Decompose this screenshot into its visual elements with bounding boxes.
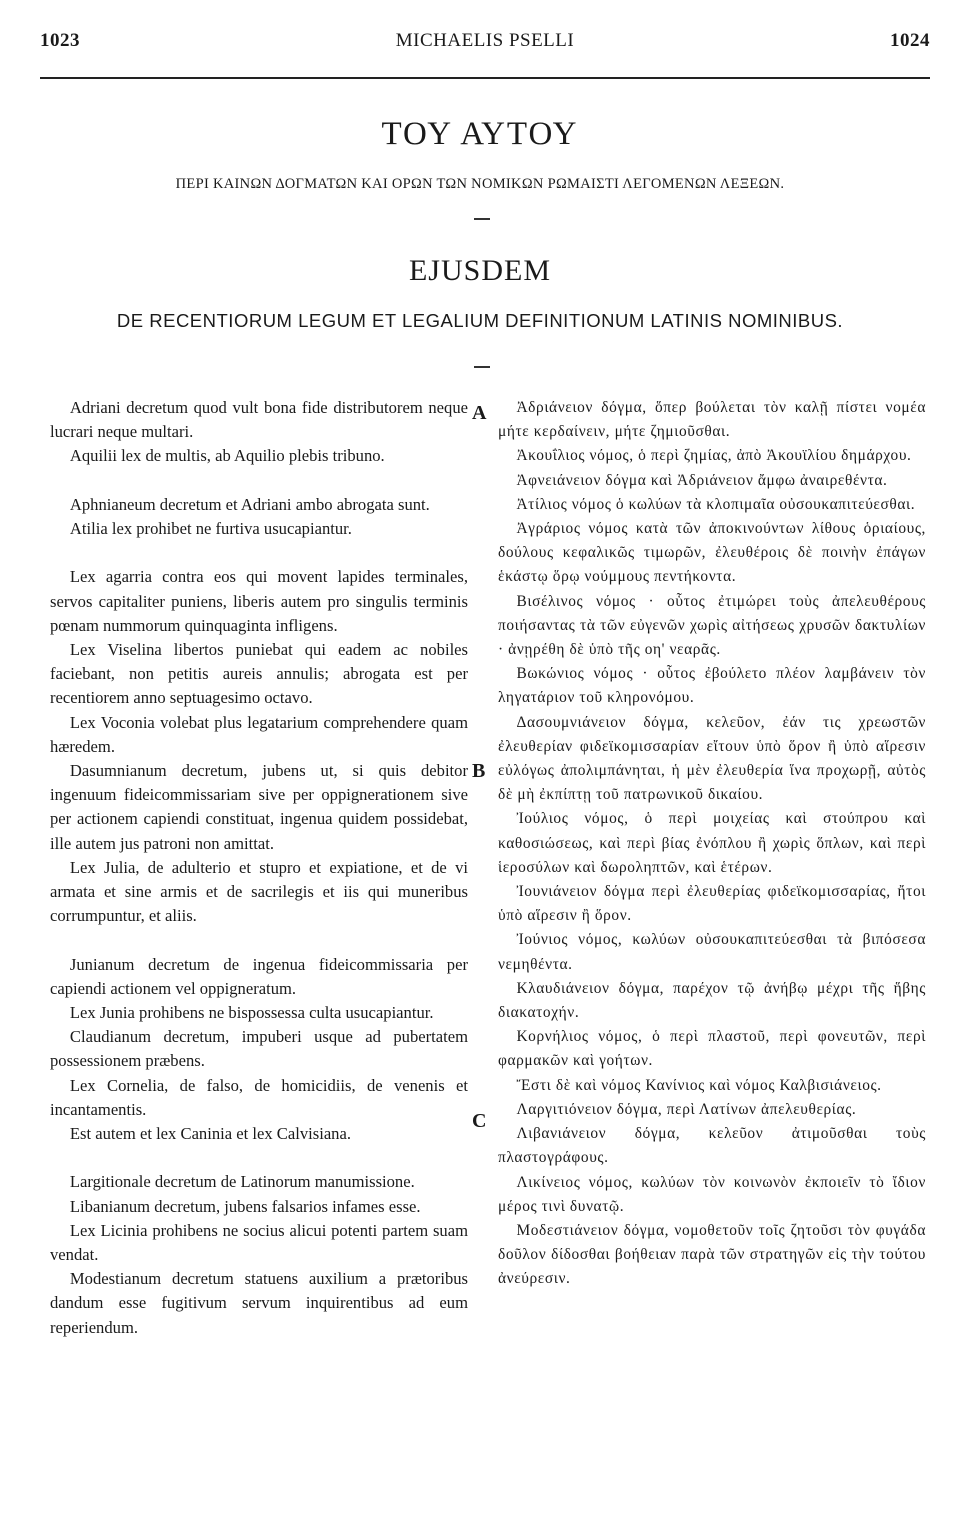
spacer <box>50 541 468 565</box>
greek-entry: Κλαυδιάνειον δόγμα, παρέχον τῷ ἀνήβῳ μέχρι τῆς ἥβης διακατοχήν. <box>498 979 926 1022</box>
greek-entry: Βισέλινος νόμος · οὗτος ἐτιμώρει τοὺς ἀπελευθέρους ποιήσαντας τὰ τῶν εὐγενῶν χωρὶς αἰτήσεως χρυσῶν δακτυλίων · ἀνῃρέθη δὲ ὑπὸ τῆς οη' νεαρᾶς. <box>498 592 926 659</box>
greek-entry: Ἀκουΐλιος νόμος, ὁ περὶ ζημίας, ἀπὸ Ἀκουϊλίου δημάρχου. <box>516 447 912 465</box>
greek-entry: Λικίνειος νόμος, κωλύων τὸν κοινωνὸν ἐκποιεῖν τὸ ἴδιον μέρος τινὶ δυνατῷ. <box>498 1173 926 1215</box>
margin-marker-c: C <box>472 1110 487 1132</box>
latin-entry: Aquilii lex de multis, ab Aquilio plebis tribuno. <box>69 446 385 466</box>
latin-entry: Lex agarria contra eos qui movent lapides terminales, servos capitaliter puniens, liberis autem pro singulis terminis pœnam nummorum quinquaginta infligens. <box>50 567 468 635</box>
latin-entry: Aphnianeum decretum et Adriani ambo abrogata sunt. <box>69 494 430 514</box>
spacer <box>50 1146 468 1170</box>
latin-entry: Est autem et lex Caninia et lex Calvisiana. <box>69 1124 351 1144</box>
latin-entry: Junianum decretum de ingenua fideicommissaria per capiendi actionem vel oppigneratum. <box>50 954 468 998</box>
greek-subtitle: ΠΕΡΙ ΚΑΙΝΩΝ ΔΟΓΜΑΤΩΝ ΚΑΙ ΟΡΩΝ ΤΩΝ ΝΟΜΙΚΩΝ ΡΩΜΑΙΣΤΙ ΛΕΓΟΜΕΝΩΝ ΛΕΞΕΩΝ. <box>175 176 785 192</box>
section-dash <box>474 366 490 368</box>
latin-entry: Lex Julia, de adulterio et stupro et expiatione, et de vi armata et sine armis et de sacrilegis et iis qui muneribus corrumpuntur, et aliis. <box>50 857 468 926</box>
greek-entry: Ἰουνιάνειον δόγμα περὶ ἐλευθερίας φιδεϊκομισσαρίας, ἤτοι ὑπὸ αἵρεσιν ἢ ὅρον. <box>498 883 926 925</box>
latin-title: EJUSDEM <box>408 254 551 287</box>
greek-entry: Ἰούλιος νόμος, ὁ περὶ μοιχείας καὶ στούπρου καὶ καθοσιώσεως, καὶ περὶ βίας ἐνόπλου ἢ χωρὶς ὅπλων, καὶ περὶ ἱεροσύλων καὶ δωροληπτῶν, καὶ ἑτέρων. <box>498 810 926 876</box>
greek-entry: Ἀγράριος νόμος κατὰ τῶν ἀποκινούντων λίθους ὁριαίους, δούλους κεφαλικῶς τιμωρῶν, ἐλευθέροις δὲ ποινὴν ἐπάγων ἑκάστῳ ὅρῳ νούμμους πεντήκοντα. <box>498 520 926 586</box>
latin-entry: Libanianum decretum, jubens falsarios infames esse. <box>69 1196 421 1216</box>
latin-entry: Dasumnianum decretum, jubens ut, si quis debitor ingenuum fideicommissariam sive per oppignerationem sive per actionem capiendi constituat, ingenua quidem possidebat, ille autem jus patroni non amittat. <box>50 761 468 853</box>
greek-entry: Κορνήλιος νόμος, ὁ περὶ πλαστοῦ, περὶ φονευτῶν, περὶ φαρμακῶν καὶ γοήτων. <box>498 1028 926 1070</box>
greek-entry: Δασουμνιάνειον δόγμα, κελεῦον, ἐάν τις χρεωστῶν ἐλευθερίαν φιδεϊκομισσαρίαν εἴτουν ὑπὸ ὅρον ἢ ὑπὸ αἵρεσιν εὐλόγως ἀπολιμπάνηται, ἡ μὲν ἐλευθερία ἵνα προχωρῇ, αὐτὸς δὲ μὴ ἐκπίπτῃ τοῦ πατρωνικοῦ δικαίου. <box>498 713 926 804</box>
latin-entry: Lex Viselina libertos puniebat qui eadem ac nobiles faciebant, non petitis aureis annulis; abrogata est per recentiorem anno septuagesimo octavo. <box>50 640 468 708</box>
latin-column <box>50 396 468 1340</box>
latin-subtitle: DE RECENTIORUM LEGUM ET LEGALIUM DEFINITIONUM LATINIS NOMINIBUS. <box>116 310 844 331</box>
greek-entry: Ἀφνειάνειον δόγμα καὶ Ἀδριάνειον ἄμφω ἀναιρεθέντα. <box>516 471 888 489</box>
latin-entry: Lex Cornelia, de falso, de homicidiis, de venenis et incantamentis. <box>50 1075 468 1119</box>
latin-entry: Lex Voconia volebat plus legatarium comprehendere quam hæredem. <box>50 712 468 756</box>
left-page-number: 1023 <box>40 30 80 51</box>
spacer <box>50 469 468 493</box>
header-rule <box>40 77 930 79</box>
greek-entry: Λαργιτιόνειον δόγμα, περὶ Λατίνων ἀπελευθερίας. <box>516 1100 857 1118</box>
greek-column <box>498 396 926 1292</box>
greek-entry: Μοδεστιάνειον δόγμα, νομοθετοῦν τοῖς ζητοῦσι τὸν φυγάδα δοῦλον δίδοσθαι βοήθειαν παρὰ τῶν στρατηγῶν εἰς τὴν τούτου ἀνεύρεσιν. <box>498 1221 926 1288</box>
greek-entry: Λιβανιάνειον δόγμα, κελεῦον ἀτιμοῦσθαι τοὺς πλαστογράφους. <box>498 1125 926 1167</box>
latin-entry: Modestianum decretum statuens auxilium a prætoribus dandum esse fugitivum servum inquirentibus ad eum reperiendum. <box>50 1269 468 1337</box>
latin-entry: Lex Junia prohibens ne bispossessa culta usucapiantur. <box>69 1003 434 1023</box>
spacer <box>50 928 468 952</box>
latin-entry: Lex Licinia prohibens ne socius alicui potenti partem suam vendat. <box>50 1220 468 1265</box>
section-dash <box>474 218 490 220</box>
greek-title: ΤΟΥ ΑΥΤΟΥ <box>381 116 579 152</box>
latin-entry: Atilia lex prohibet ne furtiva usucapiantur. <box>69 519 352 538</box>
running-head <box>40 30 930 56</box>
latin-entry: Claudianum decretum, impuberi usque ad pubertatem possessionem præbens. <box>50 1027 468 1071</box>
greek-entry: Ἀδριάνειον δόγμα, ὅπερ βούλεται τὸν καλῇ πίστει νομέα μήτε κερδαίνειν, μήτε ζημιοῦσθαι. <box>498 399 926 441</box>
latin-entry: Largitionale decretum de Latinorum manumissione. <box>69 1172 415 1192</box>
greek-entry: Ἀτίλιος νόμος ὁ κωλύων τὰ κλοπιμαῖα οὐσουκαπιτεύεσθαι. <box>516 495 916 513</box>
greek-entry: Ἔστι δὲ καὶ νόμος Κανίνιος καὶ νόμος Καλβισιάνειος. <box>516 1076 882 1094</box>
margin-marker-b: B <box>472 760 486 782</box>
margin-marker-a: A <box>472 402 487 424</box>
greek-entry: Βωκώνιος νόμος · οὗτος ἐβούλετο πλέον λαμβάνειν τὸν ληγατάριον τοῦ κληρονόμου. <box>498 665 926 707</box>
greek-entry: Ἰούνιος νόμος, κωλύων οὐσουκαπιτεύεσθαι τὰ βιπόσεσα νεμηθέντα. <box>498 931 926 973</box>
latin-entry: Adriani decretum quod vult bona fide distributorem neque lucrari neque multari. <box>50 398 468 442</box>
running-title: MICHAELIS PSELLI <box>395 30 575 51</box>
right-page-number: 1024 <box>890 30 930 51</box>
